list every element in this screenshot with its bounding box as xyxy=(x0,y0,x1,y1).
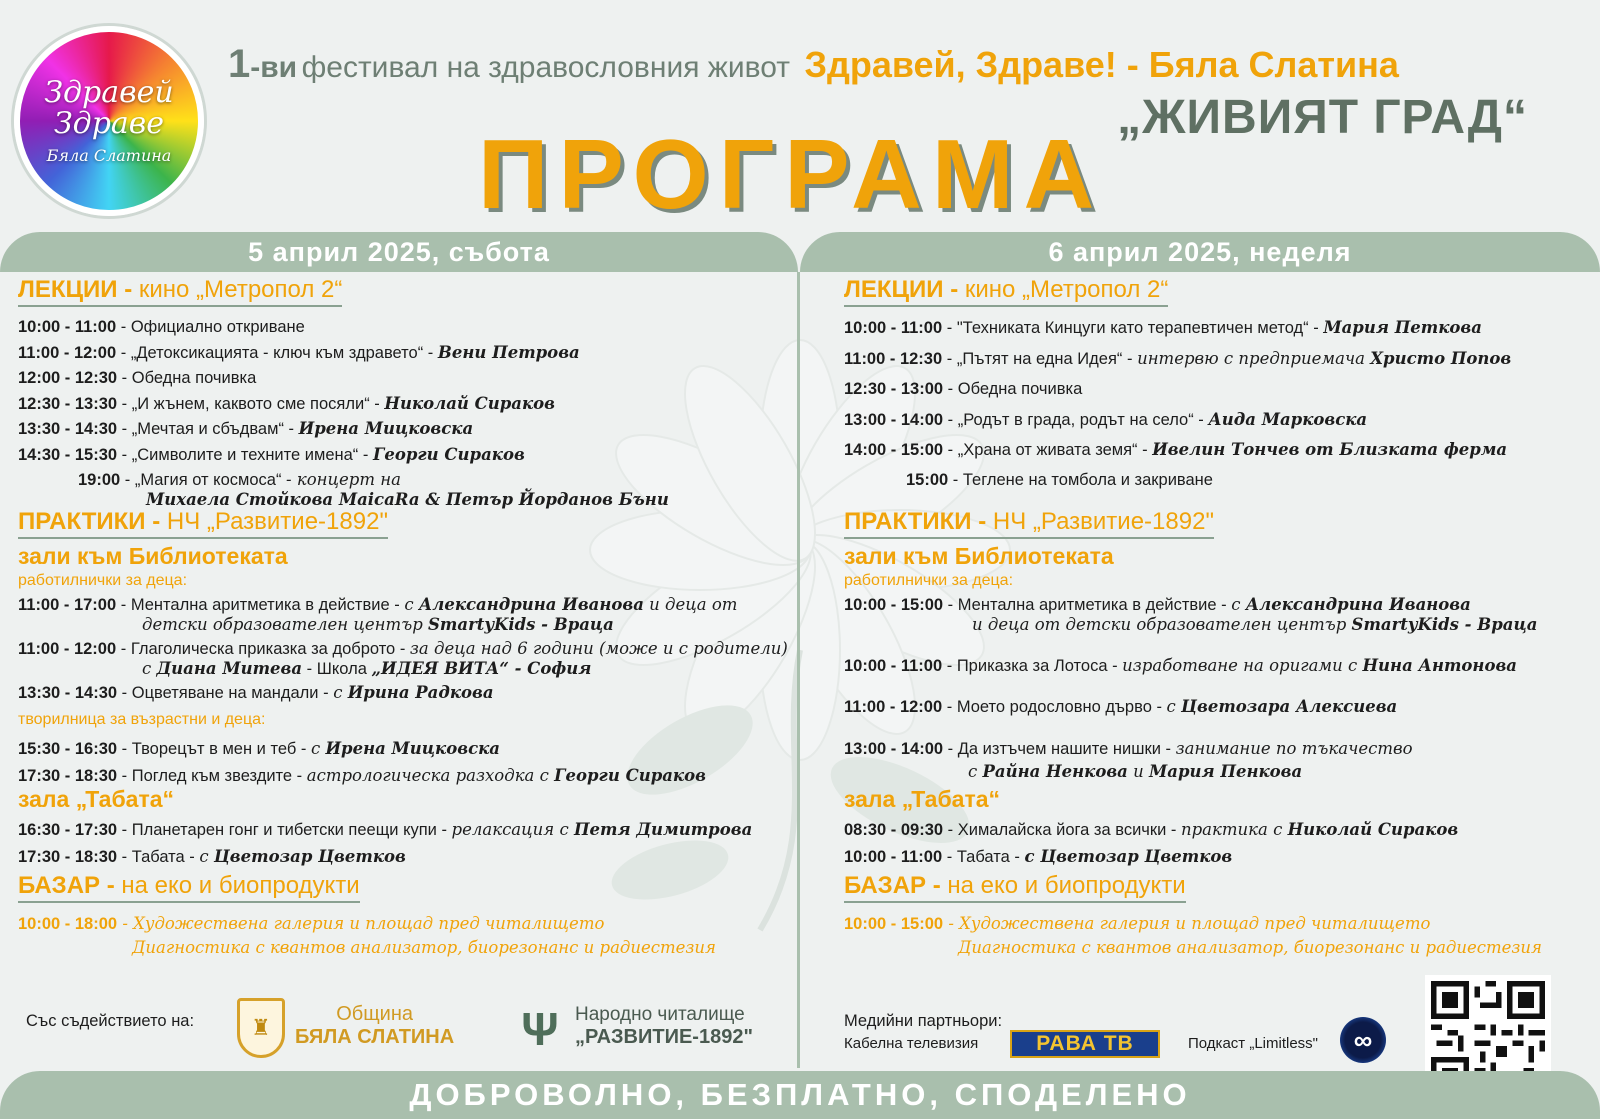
schedule-row: 17:30 - 18:30 - Табата - с Цветозар Цветков xyxy=(18,847,406,866)
lectures-venue: кино „Метропол 2“ xyxy=(132,276,343,303)
closing-row: 15:00 - Теглене на томбола и закриване xyxy=(906,471,1213,489)
day-header-saturday: 5 април 2025, събота xyxy=(0,232,798,272)
municipality-label: Община xyxy=(336,1003,413,1025)
bazar-heading: БАЗАР - на еко и биопродукти xyxy=(844,872,1186,903)
schedule-row: 13:00 - 14:00 - Да изтъчем нашите нишки - занимание по тъкачество с Райна Ненкова и Мария Пенкова xyxy=(844,739,1413,781)
municipality-name: БЯЛА СЛАТИНА xyxy=(295,1026,455,1048)
schedule-row: 12:30 - 13:30 - „И жънем, каквото сме посяли“ - Николай Сираков xyxy=(18,394,555,413)
adults-workshops-label: творилница за възрастни и деца: xyxy=(18,711,266,728)
schedule-row: 13:30 - 14:30 - „Мечтая и сбъдвам“ - Ирена Мицковска xyxy=(18,419,474,438)
schedule-row: 11:00 - 12:00 - Моето родословно дърво - с Цветозара Алексиева xyxy=(844,697,1398,716)
logo-line-3: Бяла Слатина xyxy=(46,145,172,165)
day-header-sunday: 6 април 2025, неделя xyxy=(800,232,1600,272)
practices-heading: ПРАКТИКИ - НЧ „Развитие-1892" xyxy=(844,508,1214,539)
tv-logo: РАВА ТВ xyxy=(1010,1030,1160,1058)
schedule-row: 10:00 - 11:00 - "Техниката Кинцуги като терапевтичен метод“ - Мария Петкова xyxy=(844,318,1482,337)
community-center-icon: Ψ xyxy=(521,1003,559,1055)
bazar-heading: БАЗАР - на еко и биопродукти xyxy=(18,872,360,903)
podcast-label: Подкаст „Limitless" xyxy=(1188,1035,1318,1052)
schedule-row: 11:00 - 17:00 - Ментална аритметика в действие - с Александрина Иванова и деца от детски образователен център SmartyKids - Враца xyxy=(18,595,738,634)
schedule-row: 10:00 - 15:00 - Ментална аритметика в действие - с Александрина Иванова и деца от детски образователен център SmartyKids - Враца xyxy=(844,595,1538,634)
edition-suffix: -ви xyxy=(250,51,298,84)
edition-number: 1 xyxy=(228,42,251,86)
schedule-row: 12:00 - 12:30 - Обедна почивка xyxy=(18,369,257,387)
bazar-row: 10:00 - 18:00 - Художествена галерия и площад пред читалището Диагностика с квантов анализатор, биорезонанс и радиестезия xyxy=(18,914,716,957)
schedule-row: 08:30 - 09:30 - Хималайска йога за всички - практика с Николай Сираков xyxy=(844,820,1459,839)
schedule-row: 11:00 - 12:00 - Глаголическа приказка за доброто - за деца над 6 години (може и с родители) с Диана Митева - Школа „ИДЕЯ ВИТА“ - София xyxy=(18,639,788,678)
schedule-row: 13:30 - 14:30 - Оцветяване на мандали - с Ирина Радкова xyxy=(18,683,494,702)
schedule-row: 14:30 - 15:30 - „Символите и техните имена“ - Георги Сираков xyxy=(18,445,525,464)
tabata-heading: зала „Табата“ xyxy=(18,786,175,812)
support-label: Със съдействието на: xyxy=(26,1012,195,1030)
tagline-band: ДОБРОВОЛНО, БЕЗПЛАТНО, СПОДЕЛЕНО xyxy=(0,1071,1600,1119)
schedule-row: 10:00 - 11:00 - Табата - с Цветозар Цветков xyxy=(844,847,1233,866)
festival-brand: Здравей, Здраве! - Бяла Слатина xyxy=(804,44,1399,85)
concert-row: 19:00 - „Магия от космоса“ - концерт на Михаела Стойкова MaicaRa & Петър Йорданов Бъни xyxy=(78,470,669,509)
festival-subtitle: „ЖИВИЯТ ГРАД“ xyxy=(1117,91,1528,144)
municipality-crest-icon: ♜ xyxy=(237,998,285,1058)
municipality-logo xyxy=(295,1003,454,1049)
lectures-heading xyxy=(18,276,342,307)
schedule-row: 14:00 - 15:00 - „Храна от живата земя“ - Ивелин Тончев от Близката ферма xyxy=(844,440,1508,459)
logo-line-2: Здраве xyxy=(53,105,164,141)
lectures-title: ЛЕКЦИИ - xyxy=(18,276,133,303)
schedule-row: 11:00 - 12:00 - „Детоксикацията - ключ към здравето“ - Вени Петрова xyxy=(18,343,580,362)
tabata-heading: зала „Табата“ xyxy=(844,786,1001,812)
column-divider xyxy=(797,272,800,1068)
schedule-row: 12:30 - 13:00 - Обедна почивка xyxy=(844,380,1083,398)
podcast-infinity-icon: ∞ xyxy=(1340,1017,1386,1063)
bazar-row: 10:00 - 15:00 - Художествена галерия и площад пред читалището Диагностика с квантов анализатор, биорезонанс и радиестезия xyxy=(844,914,1542,957)
schedule-row: 10:00 - 11:00 - Приказка за Лотоса - изработване на оригами с Нина Антонова xyxy=(844,656,1517,675)
library-heading: зали към Библиотеката xyxy=(844,543,1114,569)
schedule-row: 17:30 - 18:30 - Поглед към звездите - астрологическа разходка с Георги Сираков xyxy=(18,766,706,785)
schedule-row: 16:30 - 17:30 - Планетарен гонг и тибетски пеещи купи - релаксация с Петя Димитрова xyxy=(18,820,753,839)
community-center-label: Народно читалище xyxy=(575,1004,745,1025)
header-line xyxy=(228,42,1399,87)
practices-heading: ПРАКТИКИ - НЧ „Развитие-1892" xyxy=(18,508,388,539)
festival-description: фестивал на здравословния живот xyxy=(301,51,790,84)
schedule-row: 13:00 - 14:00 - „Родът в града, родът на село“ - Аида Марковска xyxy=(844,410,1368,429)
kids-workshops-label: работилнички за деца: xyxy=(844,572,1014,589)
schedule-row: 15:30 - 16:30 - Творецът в мен и теб - с Ирена Мицковска xyxy=(18,739,500,758)
community-center-name: „РАЗВИТИЕ-1892" xyxy=(575,1026,753,1048)
kids-workshops-label: работилнички за деца: xyxy=(18,572,188,589)
library-heading: зали към Библиотеката xyxy=(18,543,288,569)
schedule-row: 11:00 - 12:30 - „Пътят на една Идея“ - интервю с предприемача Христо Попов xyxy=(844,349,1512,368)
festival-logo xyxy=(14,26,204,216)
logo-line-1: Здравей xyxy=(44,74,174,110)
program-title: ПРОГРАМА xyxy=(478,119,1105,229)
community-center-logo xyxy=(575,1004,753,1049)
schedule-row: 10:00 - 11:00 - Официално откриване xyxy=(18,318,305,336)
cable-tv-label: Кабелна телевизия xyxy=(844,1035,979,1052)
lectures-heading: ЛЕКЦИИ - кино „Метропол 2“ xyxy=(844,276,1168,307)
media-partners-label: Медийни партньори: xyxy=(844,1012,1003,1030)
